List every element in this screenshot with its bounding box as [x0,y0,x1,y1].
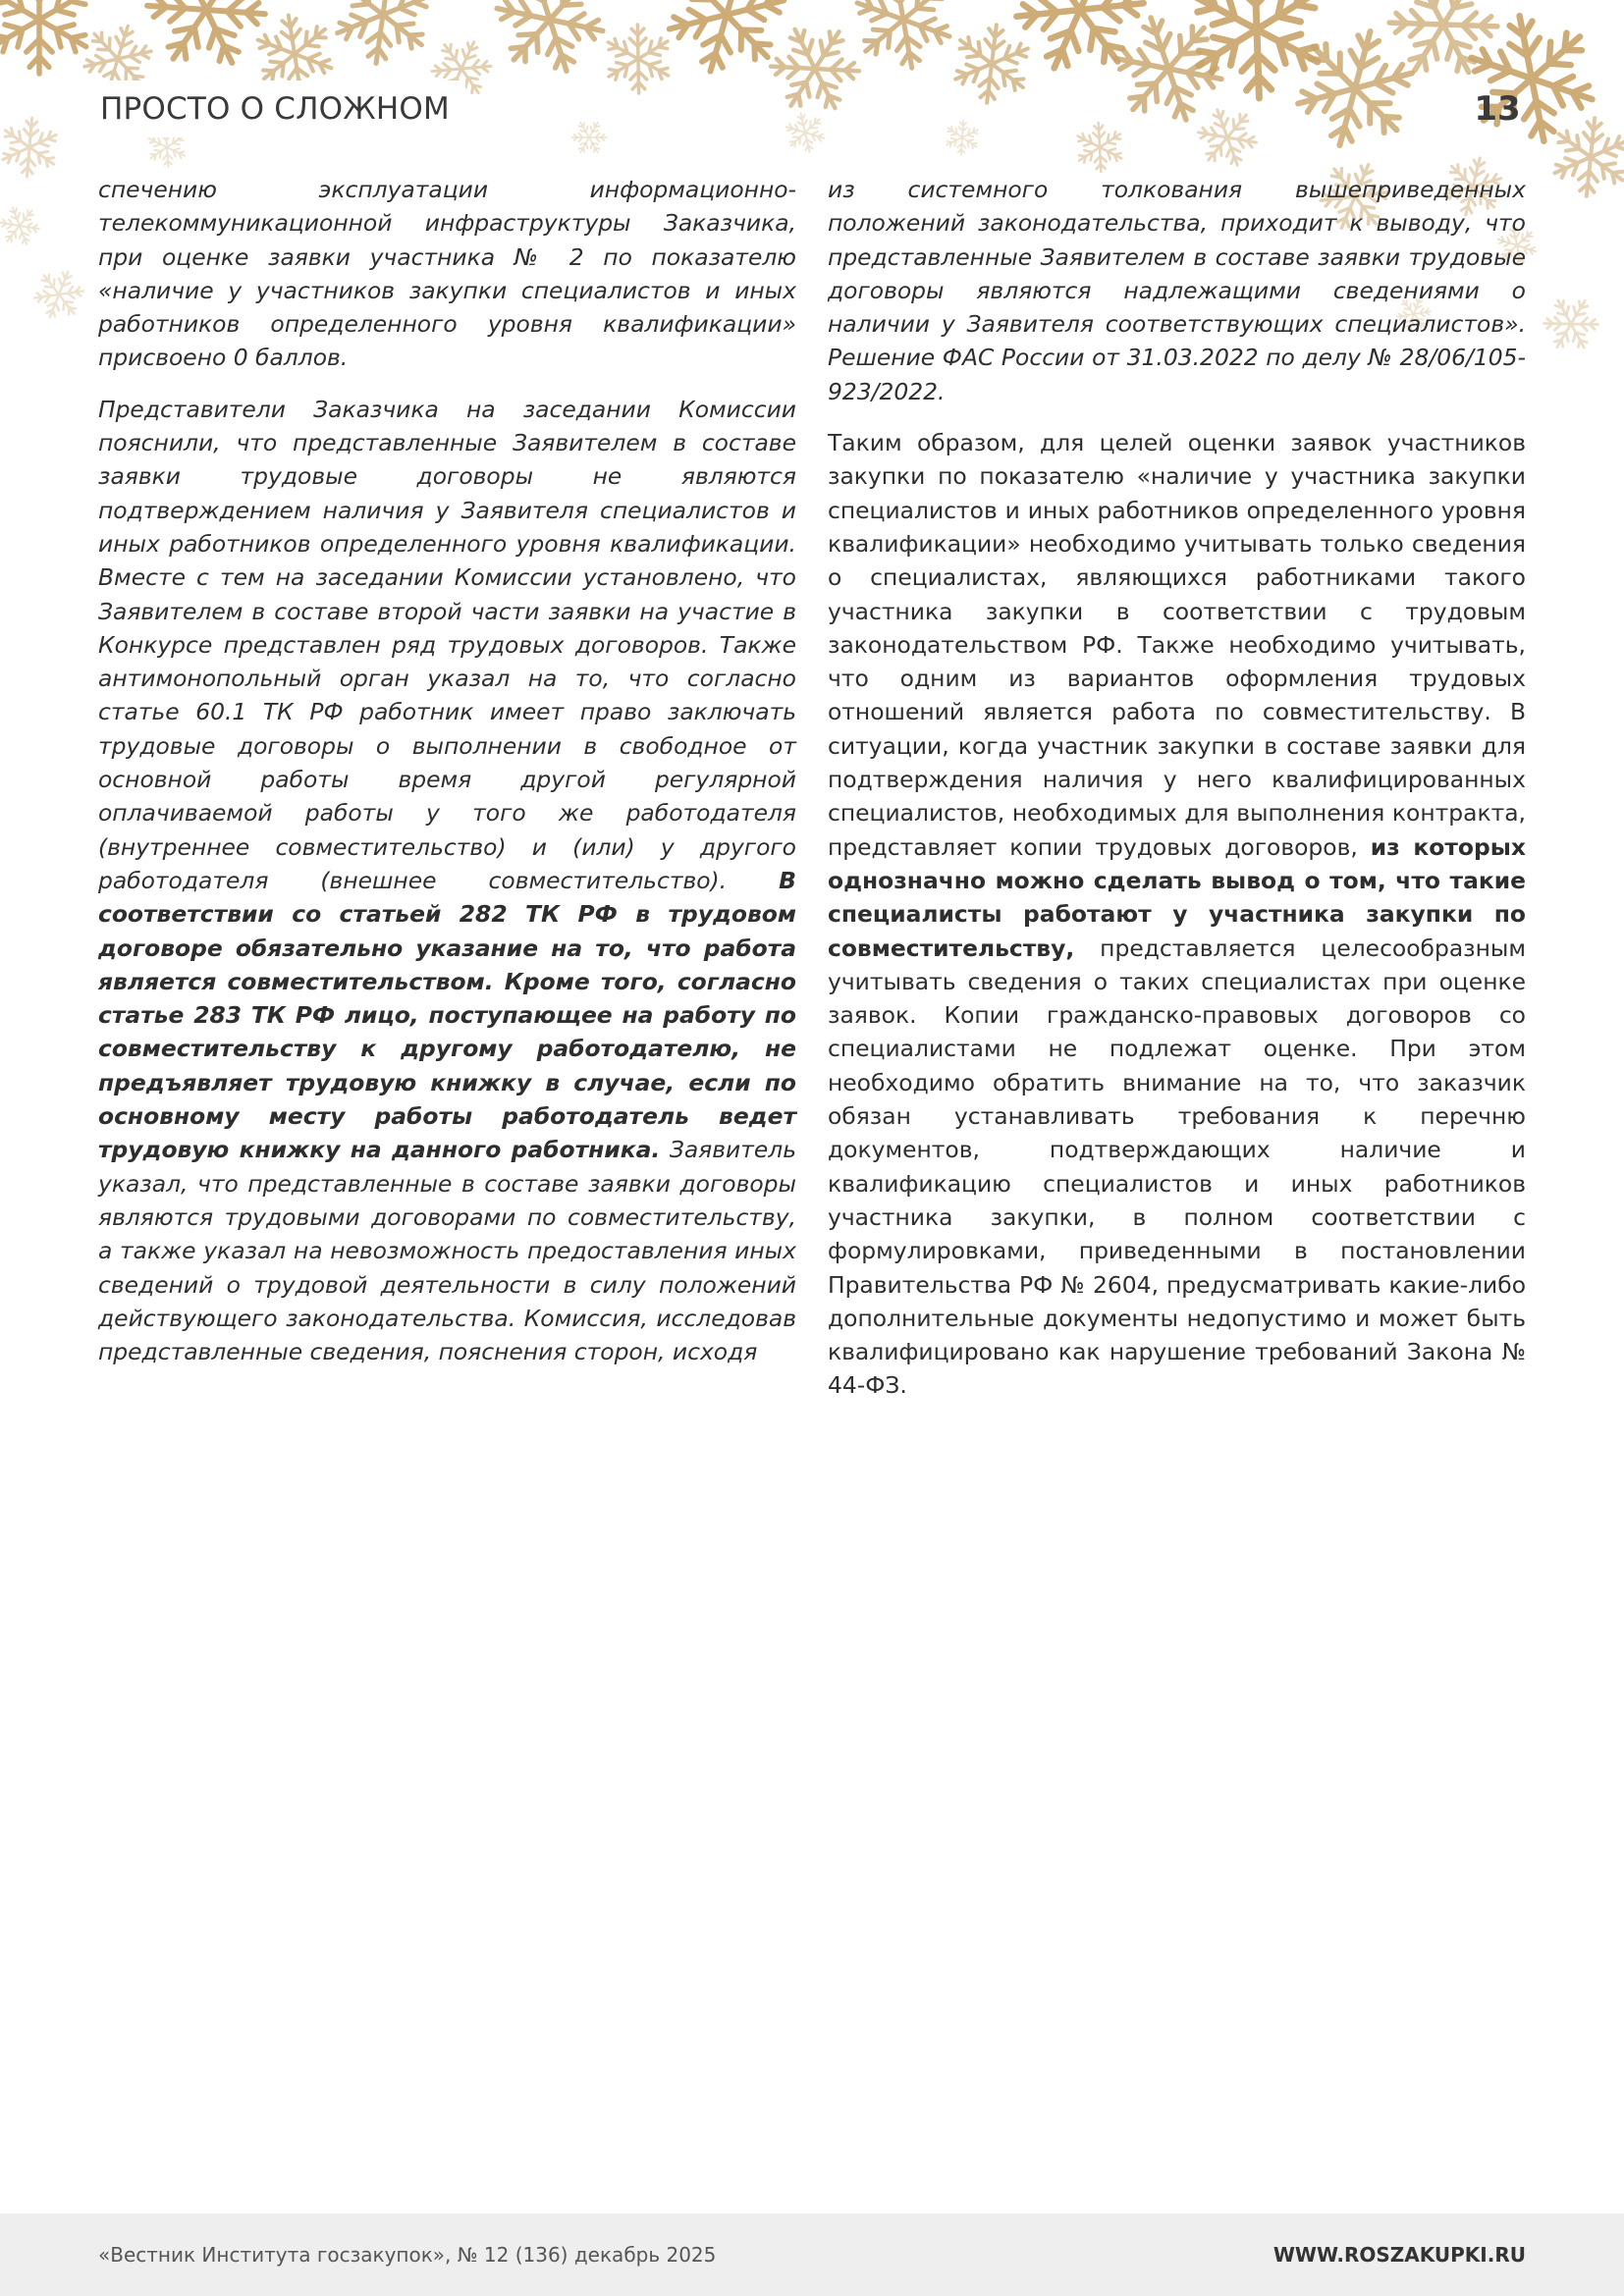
snowflake-icon [754,8,875,130]
snowflake-icon [835,0,972,88]
right-column [828,173,1526,1420]
snowflake-icon [1066,114,1134,182]
section-title: ПРОСТО О СЛОЖНОМ [84,80,465,137]
right-paragraph-2-end: представляется целесообразным учитывать сведения о таких специалистах при оценке заявок. Копии гражданско-правовых договоров со специалистами не подлежат оценке. При этом необходимо обратить внимание на то, что заказчик обязан устанавливать требования к перечню документов, подтверждающих наличие и квалификацию специалистов и иных работников участника закупки, в полном соответствии с формулировками, приведенными в постановлении Правительства РФ № 2604, предусматривать какие-либо дополнительные документы недопустимо и может быть квалифицировано как нарушение требований Закона № 44-ФЗ. [828,934,1526,1400]
snowflake-icon [1535,287,1608,360]
snowflake-icon [328,0,438,70]
website-link[interactable]: WWW.ROSZAKUPKI.RU [1272,2243,1526,2267]
left-paragraph-1: спечению эксплуатации информационно-телекоммуникационной инфраструктуры Заказчика, при оценке заявки участника № 2 по показателю «наличие у участников закупки специалистов и иных работников определенного уровня квалификации» присвоено 0 баллов. [98,176,796,372]
snowflake-icon [0,116,61,180]
left-paragraph-2 [98,393,796,1369]
page-footer [0,2214,1624,2296]
snowflake-icon [0,198,47,253]
snowflake-icon [778,105,833,160]
snowflake-icon [948,20,1035,107]
left-paragraph-2-end: Заявитель указал, что представленные в составе заявки договоры являются трудовыми договорами по совместительству, а также указал на невозможность предоставления иных сведений о трудовой деятельности в силу положений действующего законодательства. Комиссия, исследовав представленные сведения, пояснения сторон, исходя [98,1136,796,1366]
snowflake-icon [0,0,92,74]
left-paragraph-2-intro: Представители Заказчика на заседании Комиссии пояснили, что представленные Заявителем в составе заявки трудовые договоры не являются подтверждением наличия у Заявителя специалистов и иных работников определенного уровня квалификации. Вместе с тем на заседании Комиссии установлено, что Заявителем в составе второй части заявки на участие в Конкурсе представлен ряд трудовых договоров. Также антимонопольный орган указал на то, что согласно статье 60.1 ТК РФ работник имеет право заключать трудовые договоры о выполнении в свободное от основной работы время другой регулярной оплачиваемой работы у того же работодателя (внутреннее совместительство) и (или) у другого работодателя (внешнее совместительство). [98,395,796,894]
snowflake-icon [566,114,612,161]
right-paragraph-2-bold: из которых однозначно можно сделать вывод о том, что такие специалисты работают у участника закупки по совместительству, [828,832,1526,962]
snowflake-icon [1283,17,1426,161]
page-number: 13 [1474,89,1521,129]
snowflake-icon [1548,114,1624,200]
snowflake-icon [474,0,625,95]
right-paragraph-2 [828,426,1526,1403]
snowflake-icon [1186,96,1269,179]
left-column [98,173,796,1386]
snowflake-icon [27,263,90,327]
left-paragraph-2-bold: В соответствии со статьей 282 ТК РФ в трудовом договоре обязательно указание на то, что работа является совместительством. Кроме того, согласно статье 283 ТК РФ лицо, поступающее на работу по совместительству к другому работодателю, не предъявляет трудовую книжку в случае, если по основному месту работы работодатель ведет трудовую книжку на данного работника. [98,866,796,1164]
snowflake-icon [945,119,981,155]
publication-info: «Вестник Института госзакупок», № 12 (136) декабрь 2025 [98,2243,717,2267]
right-paragraph-1: из системного толкования вышеприведенных положений законодательства, приходит к выводу, что представленные Заявителем в составе заявки трудовые договоры являются надлежащими сведениями о наличии у Заявителя соответствующих специалистов». Решение ФАС России от 31.03.2022 по делу № 28/06/105-923/2022. [828,176,1526,405]
right-paragraph-2-intro: Таким образом, для целей оценки заявок участников закупки по показателю «наличие у участника закупки специалистов и иных работников определенного уровня квалификации» необходимо учитывать только сведения о специалистах, являющихся работниками такого участника закупки в соответствии с трудовым законодательством РФ. Также необходимо учитывать, что одним из вариантов оформления трудовых отношений является работа по совместительству. В ситуации, когда участник закупки в составе заявки для подтверждения наличия у него квалифицированных специалистов, необходимых для выполнения контракта, представляет копии трудовых договоров, [828,429,1526,861]
